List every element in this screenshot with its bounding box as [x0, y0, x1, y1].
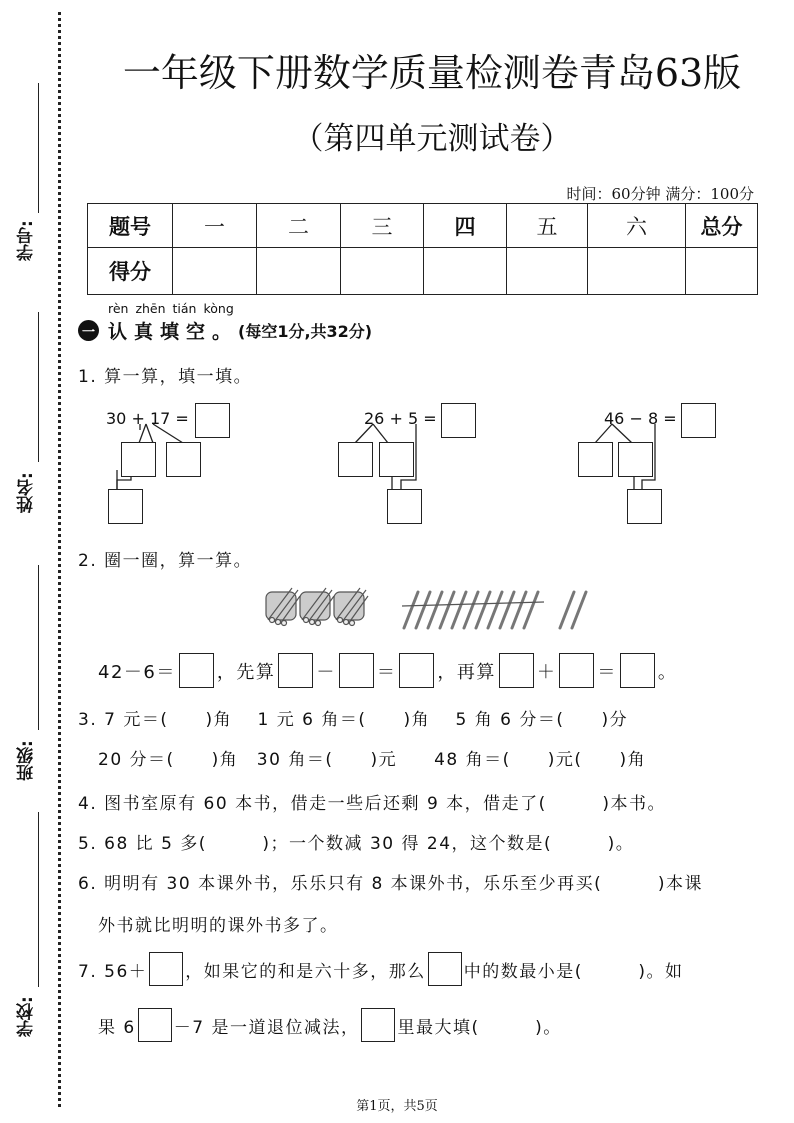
answer-box[interactable]	[578, 442, 613, 477]
q7-text-a2: ，如果它的和是六十多，那么	[185, 961, 426, 982]
question-6-line-2: 外书就比明明的课外书多了。	[98, 916, 339, 936]
score-header-cell: 总分	[686, 204, 758, 248]
answer-box[interactable]	[121, 442, 156, 477]
score-header-cell: 题号	[88, 204, 173, 248]
name-label: 姓名:	[17, 472, 37, 514]
score-header-cell: 四	[424, 204, 507, 248]
score-row-label: 得分	[88, 248, 173, 295]
q1-equation-3: 46 − 8 =	[604, 409, 677, 428]
q7-text-b2: －7 是一道退位减法，	[173, 1017, 360, 1038]
question-4-text: 4. 图书室原有 60 本书，借走一些后还剩 9 本，借走了( )本书。	[78, 794, 666, 814]
page-footer: 第1页，共5页	[356, 1099, 438, 1114]
answer-box[interactable]	[166, 442, 201, 477]
q7-text-a3: 中的数最小是( )。如	[463, 961, 684, 982]
question-1-label: 1. 算一算，填一填。	[78, 367, 253, 387]
score-header-cell: 五	[507, 204, 588, 248]
q2-plus: ＋	[536, 661, 557, 683]
q7-text-b1: 果 6	[98, 1017, 136, 1038]
question-6-line-1: 6. 明明有 30 本课外书，乐乐只有 8 本课外书，乐乐至少再买( )本课	[78, 874, 703, 894]
section-number-badge: 一	[78, 320, 99, 341]
answer-box[interactable]	[399, 653, 434, 688]
answer-box[interactable]	[138, 1008, 172, 1042]
section-title: 认真填空。	[108, 321, 239, 343]
question-3-line-1: 3. 7 元＝( )角 1 元 6 角＝( )角 5 角 6 分＝( )分	[78, 710, 629, 730]
answer-box[interactable]	[108, 489, 143, 524]
q2-equals-2: ＝	[597, 661, 617, 683]
answer-box[interactable]	[361, 1008, 395, 1042]
answer-box[interactable]	[338, 442, 373, 477]
score-header-cell: 三	[341, 204, 424, 248]
answer-box[interactable]	[681, 403, 716, 438]
school-label: 学校:	[17, 996, 37, 1038]
answer-box[interactable]	[387, 489, 422, 524]
time-info: 时间：60分钟 满分：100分	[566, 185, 754, 203]
answer-box[interactable]	[559, 653, 594, 688]
answer-box[interactable]	[620, 653, 655, 688]
score-header-cell: 二	[257, 204, 341, 248]
answer-box[interactable]	[618, 442, 653, 477]
stick-bundles-icon	[262, 582, 374, 632]
question-2-equation	[98, 653, 677, 688]
page-subtitle: （第四单元测试卷）	[292, 121, 572, 157]
answer-box[interactable]	[179, 653, 214, 688]
q2-then-text: ，再算	[437, 661, 496, 683]
question-3-line-2: 20 分＝( )角 30 角＝( )元 48 角＝( )元( )角	[98, 750, 647, 770]
q7-text-a1: 7. 56＋	[78, 961, 148, 982]
answer-box[interactable]	[379, 442, 414, 477]
question-7-line-1	[78, 952, 684, 986]
q2-end: 。	[657, 661, 678, 683]
score-header-cell: 六	[588, 204, 686, 248]
class-label: 班级:	[17, 740, 37, 782]
q2-first-text: ，先算	[216, 661, 276, 683]
answer-box[interactable]	[428, 952, 462, 986]
question-5-text: 5. 68 比 5 多( )；一个数减 30 得 24，这个数是( )。	[78, 834, 635, 854]
answer-box[interactable]	[339, 653, 374, 688]
question-7-line-2	[98, 1008, 562, 1042]
answer-box[interactable]	[195, 403, 230, 438]
page-title: 一年级下册数学质量检测卷青岛63版	[122, 51, 742, 95]
q2-equals: ＝	[376, 661, 397, 683]
answer-box[interactable]	[441, 403, 476, 438]
q1-equation-1: 30 + 17 =	[106, 409, 189, 428]
answer-box[interactable]	[499, 653, 534, 688]
student-id-label: 学号:	[17, 220, 37, 262]
answer-box[interactable]	[627, 489, 662, 524]
section-pinyin: rèn zhēn tián kòng	[108, 301, 234, 316]
loose-sticks-icon	[400, 588, 596, 630]
answer-box[interactable]	[149, 952, 183, 986]
section-note: (每空1分,共32分)	[238, 322, 373, 341]
q2-minus: －	[316, 661, 336, 683]
q1-equation-2: 26 + 5 =	[364, 409, 437, 428]
q7-text-b3: 里最大填( )。	[397, 1017, 562, 1038]
score-header-cell: 一	[173, 204, 257, 248]
answer-box[interactable]	[278, 653, 313, 688]
question-2-label: 2. 圈一圈，算一算。	[78, 551, 253, 571]
q2-eq-start: 42－6＝	[98, 661, 176, 683]
